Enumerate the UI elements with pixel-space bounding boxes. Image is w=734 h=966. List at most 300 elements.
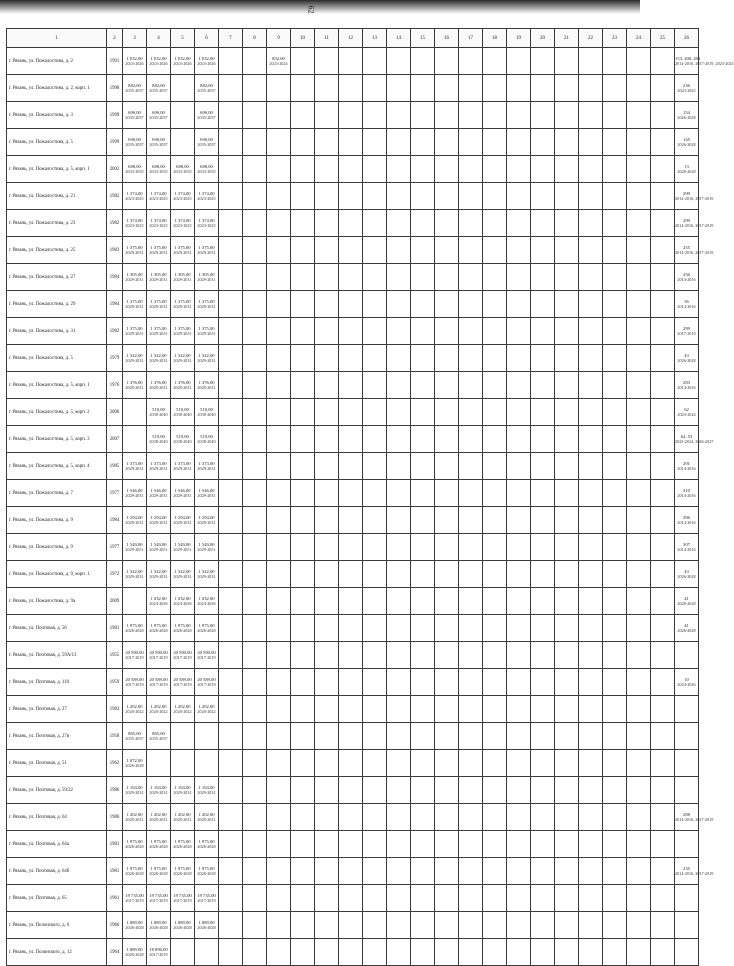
address-cell: г. Рязань, ул. Почтовая, д. 64 bbox=[7, 804, 107, 831]
period-value: 2026-2028 bbox=[125, 952, 144, 957]
value-cell bbox=[579, 291, 603, 318]
value-cell bbox=[195, 912, 219, 939]
year-cell: 1977 bbox=[107, 534, 123, 561]
value-cell bbox=[627, 156, 651, 183]
value-cell bbox=[483, 102, 507, 129]
period-value: 2026-2028 bbox=[125, 844, 144, 849]
value-cell bbox=[435, 183, 459, 210]
value-cell bbox=[579, 831, 603, 858]
value-cell bbox=[315, 723, 339, 750]
value-cell bbox=[171, 372, 195, 399]
value-cell bbox=[147, 534, 171, 561]
value-cell bbox=[123, 804, 147, 831]
value-cell bbox=[123, 102, 147, 129]
value-cell bbox=[507, 129, 531, 156]
value-cell bbox=[411, 264, 435, 291]
value-cell bbox=[459, 48, 483, 75]
column-header: 22 bbox=[579, 29, 603, 48]
value-cell bbox=[603, 75, 627, 102]
address-cell: г. Рязань, ул. Пожалостина, д. 21 bbox=[7, 183, 107, 210]
value-cell bbox=[675, 129, 699, 156]
period-value: 2020-2022 bbox=[197, 709, 216, 714]
column-header: 5 bbox=[171, 29, 195, 48]
value-cell bbox=[555, 588, 579, 615]
cost-value: 1 375,00 bbox=[126, 245, 143, 250]
cost-value: 20 589,00 bbox=[173, 677, 192, 682]
period-value: 2029-2031 bbox=[197, 520, 216, 525]
value-cell bbox=[459, 912, 483, 939]
table-row bbox=[7, 723, 699, 750]
cost-value: 1 032,00 bbox=[198, 596, 215, 601]
cost-value: 1 889,00 bbox=[126, 920, 143, 925]
value-cell bbox=[483, 750, 507, 777]
period-value: 2026-2028 bbox=[677, 115, 696, 120]
period-value: 2029-2031 bbox=[125, 466, 144, 471]
value-cell bbox=[483, 372, 507, 399]
value-cell bbox=[627, 804, 651, 831]
value-cell bbox=[483, 858, 507, 885]
value-cell bbox=[411, 183, 435, 210]
value-cell bbox=[123, 696, 147, 723]
period-value: 2035-2037 bbox=[125, 142, 144, 147]
value-cell bbox=[387, 480, 411, 507]
period-value: 2029-2031 bbox=[125, 547, 144, 552]
cost-value: 19 735,00 bbox=[125, 893, 144, 898]
cost-value: 1 375,00 bbox=[198, 245, 215, 250]
column-header: 26 bbox=[675, 29, 699, 48]
period-value: 2029-2031 bbox=[197, 277, 216, 282]
period-value: 2023-2025 bbox=[125, 223, 144, 228]
value-cell bbox=[555, 318, 579, 345]
period-value: 2017-2019 bbox=[125, 898, 144, 903]
value-cell bbox=[387, 345, 411, 372]
cost-value: 1 975,00 bbox=[198, 839, 215, 844]
housing-repair-table bbox=[6, 28, 734, 966]
value-cell bbox=[675, 804, 714, 831]
value-cell bbox=[363, 858, 387, 885]
period-value: 2023-2026 bbox=[125, 61, 144, 66]
value-cell bbox=[435, 804, 459, 831]
value-cell bbox=[315, 642, 339, 669]
value-cell bbox=[195, 615, 219, 642]
value-cell bbox=[483, 183, 507, 210]
value-cell bbox=[195, 642, 219, 669]
column-header: 16 bbox=[435, 29, 459, 48]
value-cell bbox=[387, 183, 411, 210]
value-cell bbox=[651, 561, 675, 588]
value-cell bbox=[363, 426, 387, 453]
cost-value: 20 589,00 bbox=[149, 677, 168, 682]
period-value: 2029-2031 bbox=[149, 358, 168, 363]
table-row bbox=[7, 237, 699, 264]
value-cell bbox=[459, 453, 483, 480]
value-cell bbox=[555, 885, 579, 912]
value-cell bbox=[627, 723, 651, 750]
value-cell bbox=[243, 264, 267, 291]
value-cell bbox=[555, 399, 579, 426]
value-cell bbox=[507, 318, 531, 345]
period-value: 2017-2019 bbox=[125, 682, 144, 687]
value-cell bbox=[195, 669, 219, 696]
value-cell bbox=[675, 102, 699, 129]
value-cell bbox=[387, 723, 411, 750]
value-cell bbox=[339, 642, 363, 669]
value-cell bbox=[507, 453, 531, 480]
cost-value: 1 975,00 bbox=[174, 623, 191, 628]
period-value: 2023-2024 bbox=[269, 61, 288, 66]
value-cell bbox=[147, 237, 171, 264]
period-value: 2023-2024, 2026-2027 bbox=[675, 439, 714, 444]
value-cell bbox=[315, 210, 339, 237]
value-cell bbox=[411, 858, 435, 885]
value-cell bbox=[603, 939, 627, 966]
value-cell bbox=[243, 642, 267, 669]
value-cell bbox=[459, 723, 483, 750]
value-cell bbox=[507, 480, 531, 507]
cost-value: 1 305,00 bbox=[126, 272, 143, 277]
value-cell bbox=[243, 480, 267, 507]
value-cell bbox=[531, 426, 555, 453]
value-cell bbox=[675, 642, 699, 669]
value-cell bbox=[123, 372, 147, 399]
value-cell bbox=[315, 885, 339, 912]
year-cell: 1964 bbox=[107, 939, 123, 966]
value-cell bbox=[267, 939, 291, 966]
value-cell bbox=[579, 264, 603, 291]
value-cell bbox=[411, 723, 435, 750]
address-cell: г. Рязань, ул. Почтовая, д. 56 bbox=[7, 615, 107, 642]
value-cell bbox=[243, 399, 267, 426]
value-cell bbox=[579, 345, 603, 372]
value-cell bbox=[435, 264, 459, 291]
value-cell bbox=[267, 75, 291, 102]
value-cell bbox=[627, 750, 651, 777]
column-header: 1 bbox=[7, 29, 107, 48]
address-cell: г. Рязань, ул. Пожалостина, д. 5, корп. 1 bbox=[7, 156, 107, 183]
value-cell bbox=[363, 831, 387, 858]
cost-value: 690,00 bbox=[128, 137, 141, 142]
period-value: 2026-2028 bbox=[677, 142, 696, 147]
value-cell bbox=[291, 372, 315, 399]
value-cell bbox=[507, 912, 531, 939]
cost-value: 865,00 bbox=[128, 731, 141, 736]
value-cell bbox=[147, 831, 171, 858]
value-cell bbox=[171, 831, 195, 858]
cost-value: 1 546,00 bbox=[150, 488, 167, 493]
value-cell bbox=[387, 156, 411, 183]
address-cell: г. Рязань, ул. Почтовая, д. 27в bbox=[7, 723, 107, 750]
value-cell bbox=[531, 858, 555, 885]
value-cell bbox=[219, 750, 243, 777]
period-value: 2014-2016, 2017-2019 bbox=[675, 250, 714, 255]
value-cell bbox=[291, 399, 315, 426]
period-value: 2029-2031 bbox=[149, 331, 168, 336]
cost-value: 43 bbox=[684, 353, 689, 358]
address-cell: г. Рязань, ул. Пожалостина, д. 5, корп. 2 bbox=[7, 399, 107, 426]
value-cell bbox=[435, 669, 459, 696]
value-cell bbox=[531, 669, 555, 696]
value-cell bbox=[507, 48, 531, 75]
value-cell bbox=[579, 426, 603, 453]
value-cell bbox=[435, 156, 459, 183]
period-value: 2026-2028 bbox=[677, 601, 696, 606]
value-cell bbox=[603, 480, 627, 507]
value-cell bbox=[291, 453, 315, 480]
value-cell bbox=[339, 912, 363, 939]
value-cell bbox=[675, 399, 699, 426]
value-cell bbox=[387, 858, 411, 885]
value-cell bbox=[387, 831, 411, 858]
value-cell bbox=[123, 507, 147, 534]
value-cell bbox=[315, 345, 339, 372]
value-cell bbox=[435, 48, 459, 75]
period-value: 2026-2028 bbox=[677, 169, 696, 174]
cost-value: 62, 53 bbox=[680, 434, 693, 439]
value-cell bbox=[315, 318, 339, 345]
address-cell: г. Рязань, ул. Пожалостина, д. 2 bbox=[7, 48, 107, 75]
value-cell bbox=[435, 588, 459, 615]
period-value: 2029-2031 bbox=[149, 493, 168, 498]
value-cell bbox=[603, 912, 627, 939]
value-cell bbox=[363, 507, 387, 534]
value-cell bbox=[435, 480, 459, 507]
value-cell bbox=[507, 345, 531, 372]
period-value: 2029-2031 bbox=[149, 547, 168, 552]
value-cell bbox=[123, 48, 147, 75]
period-value: 2023-2025 bbox=[149, 196, 168, 201]
period-value: 2026-2028 bbox=[125, 871, 144, 876]
cost-value: 1 975,00 bbox=[150, 839, 167, 844]
cost-value: 1 889,00 bbox=[198, 920, 215, 925]
value-cell bbox=[531, 453, 555, 480]
value-cell bbox=[459, 777, 483, 804]
value-cell bbox=[675, 561, 699, 588]
value-cell bbox=[651, 75, 675, 102]
value-cell bbox=[315, 561, 339, 588]
value-cell bbox=[291, 345, 315, 372]
value-cell bbox=[291, 642, 315, 669]
value-cell bbox=[243, 669, 267, 696]
value-cell bbox=[339, 696, 363, 723]
cost-value: 255 bbox=[683, 245, 690, 250]
year-cell: 1981 bbox=[107, 858, 123, 885]
value-cell bbox=[123, 561, 147, 588]
table-row bbox=[7, 399, 699, 426]
cost-value: 1 202,00 bbox=[126, 812, 143, 817]
value-cell bbox=[651, 183, 675, 210]
value-cell bbox=[483, 642, 507, 669]
table-row bbox=[7, 669, 699, 696]
cost-value: 1 376,00 bbox=[174, 380, 191, 385]
period-value: 2029-2031 bbox=[149, 817, 168, 822]
period-value: 2026-2028 bbox=[149, 844, 168, 849]
value-cell bbox=[483, 264, 507, 291]
value-cell bbox=[291, 804, 315, 831]
value-cell bbox=[579, 237, 603, 264]
value-cell bbox=[603, 561, 627, 588]
value-cell bbox=[627, 885, 651, 912]
year-cell: 1962 bbox=[107, 750, 123, 777]
value-cell bbox=[291, 264, 315, 291]
period-value: 2014-2016, 2017-2019 bbox=[675, 196, 714, 201]
value-cell bbox=[363, 183, 387, 210]
cost-value: 1 889,00 bbox=[174, 920, 191, 925]
year-cell: 1983 bbox=[107, 237, 123, 264]
value-cell bbox=[555, 264, 579, 291]
year-cell: 2007 bbox=[107, 426, 123, 453]
value-cell bbox=[507, 372, 531, 399]
value-cell bbox=[315, 264, 339, 291]
address-cell: г. Рязань, ул. Пожалостина, д. 29 bbox=[7, 291, 107, 318]
table-row bbox=[7, 588, 699, 615]
value-cell bbox=[531, 750, 555, 777]
value-cell bbox=[459, 399, 483, 426]
cost-value: 1 975,00 bbox=[198, 866, 215, 871]
value-cell bbox=[219, 318, 243, 345]
value-cell bbox=[315, 939, 339, 966]
value-cell bbox=[459, 291, 483, 318]
value-cell bbox=[339, 372, 363, 399]
value-cell bbox=[675, 669, 699, 696]
value-cell bbox=[291, 48, 315, 75]
scan-edge bbox=[0, 0, 640, 14]
period-value: 2026-2028 bbox=[173, 871, 192, 876]
value-cell bbox=[243, 561, 267, 588]
value-cell bbox=[531, 804, 555, 831]
address-cell: г. Рязань, ул. Пожалостина, д. 9а bbox=[7, 588, 107, 615]
value-cell bbox=[411, 696, 435, 723]
value-cell bbox=[315, 399, 339, 426]
value-cell bbox=[243, 750, 267, 777]
value-cell bbox=[555, 831, 579, 858]
value-cell bbox=[459, 480, 483, 507]
table-row bbox=[7, 480, 699, 507]
value-cell bbox=[579, 156, 603, 183]
value-cell bbox=[195, 480, 219, 507]
value-cell bbox=[363, 642, 387, 669]
address-cell: г. Рязань, ул. Пожалостина, д. 27 bbox=[7, 264, 107, 291]
value-cell bbox=[219, 75, 243, 102]
value-cell bbox=[291, 750, 315, 777]
value-cell bbox=[315, 291, 339, 318]
value-cell bbox=[555, 561, 579, 588]
value-cell bbox=[507, 858, 531, 885]
period-value: 2026-2028 bbox=[197, 871, 216, 876]
value-cell bbox=[555, 426, 579, 453]
period-value: 2029-2031 bbox=[125, 358, 144, 363]
cost-value: 1 202,00 bbox=[198, 812, 215, 817]
value-cell bbox=[675, 210, 714, 237]
year-cell: 1983 bbox=[107, 696, 123, 723]
value-cell bbox=[315, 507, 339, 534]
value-cell bbox=[171, 777, 195, 804]
cost-value: 1 542,00 bbox=[150, 353, 167, 358]
period-value: 2038-2040 bbox=[197, 412, 216, 417]
value-cell bbox=[147, 642, 171, 669]
period-value: 2035-2037 bbox=[149, 142, 168, 147]
value-cell bbox=[411, 615, 435, 642]
value-cell bbox=[339, 723, 363, 750]
value-cell bbox=[291, 129, 315, 156]
cost-value: 1 305,00 bbox=[174, 272, 191, 277]
value-cell bbox=[219, 615, 243, 642]
value-cell bbox=[339, 831, 363, 858]
column-header: 10 bbox=[291, 29, 315, 48]
column-header: 14 bbox=[387, 29, 411, 48]
value-cell bbox=[291, 237, 315, 264]
cost-value: 20 590,00 bbox=[149, 650, 168, 655]
value-cell bbox=[387, 534, 411, 561]
year-cell: 1984 bbox=[107, 264, 123, 291]
value-cell bbox=[675, 372, 699, 399]
value-cell bbox=[267, 426, 291, 453]
value-cell bbox=[603, 183, 627, 210]
address-cell: г. Рязань, ул. Полонского, д. 12 bbox=[7, 939, 107, 966]
value-cell bbox=[555, 156, 579, 183]
value-cell bbox=[291, 426, 315, 453]
value-cell bbox=[315, 534, 339, 561]
period-value: 2017-2019 bbox=[149, 655, 168, 660]
value-cell bbox=[651, 642, 675, 669]
value-cell bbox=[219, 696, 243, 723]
value-cell bbox=[411, 885, 435, 912]
period-value: 2026-2028 bbox=[173, 925, 192, 930]
period-value: 2038-2040 bbox=[149, 412, 168, 417]
value-cell bbox=[195, 561, 219, 588]
table-row bbox=[7, 858, 699, 885]
value-cell bbox=[651, 615, 675, 642]
value-cell bbox=[243, 237, 267, 264]
table-row bbox=[7, 507, 699, 534]
value-cell bbox=[579, 210, 603, 237]
value-cell bbox=[195, 156, 219, 183]
value-cell bbox=[435, 237, 459, 264]
cost-value: 519,00 bbox=[200, 434, 213, 439]
value-cell bbox=[243, 885, 267, 912]
table-row bbox=[7, 831, 699, 858]
cost-value: 18 890,00 bbox=[149, 947, 168, 952]
value-cell bbox=[387, 777, 411, 804]
value-cell bbox=[195, 183, 219, 210]
value-cell bbox=[483, 831, 507, 858]
value-cell bbox=[195, 507, 219, 534]
period-value: 2017-2019 bbox=[197, 682, 216, 687]
cost-value: 1 375,00 bbox=[174, 326, 191, 331]
value-cell bbox=[507, 264, 531, 291]
period-value: 2029-2031 bbox=[197, 493, 216, 498]
period-value: 2033-2035 bbox=[125, 169, 144, 174]
period-value: 2038-2040 bbox=[149, 439, 168, 444]
value-cell bbox=[219, 210, 243, 237]
value-cell bbox=[171, 102, 195, 129]
value-cell bbox=[123, 237, 147, 264]
table-row bbox=[7, 777, 699, 804]
value-cell bbox=[219, 507, 243, 534]
value-cell bbox=[483, 291, 507, 318]
year-cell: 1986 bbox=[107, 777, 123, 804]
value-cell bbox=[171, 885, 195, 912]
value-cell bbox=[171, 696, 195, 723]
value-cell bbox=[195, 696, 219, 723]
value-cell bbox=[195, 723, 219, 750]
value-cell bbox=[483, 399, 507, 426]
value-cell bbox=[675, 156, 699, 183]
address-cell: г. Рязань, ул. Пожалостина, д. 9 bbox=[7, 507, 107, 534]
cost-value: 1 032,00 bbox=[174, 596, 191, 601]
period-value: 2023-2026 bbox=[197, 61, 216, 66]
period-value: 2035-2037 bbox=[149, 736, 168, 741]
value-cell bbox=[243, 507, 267, 534]
